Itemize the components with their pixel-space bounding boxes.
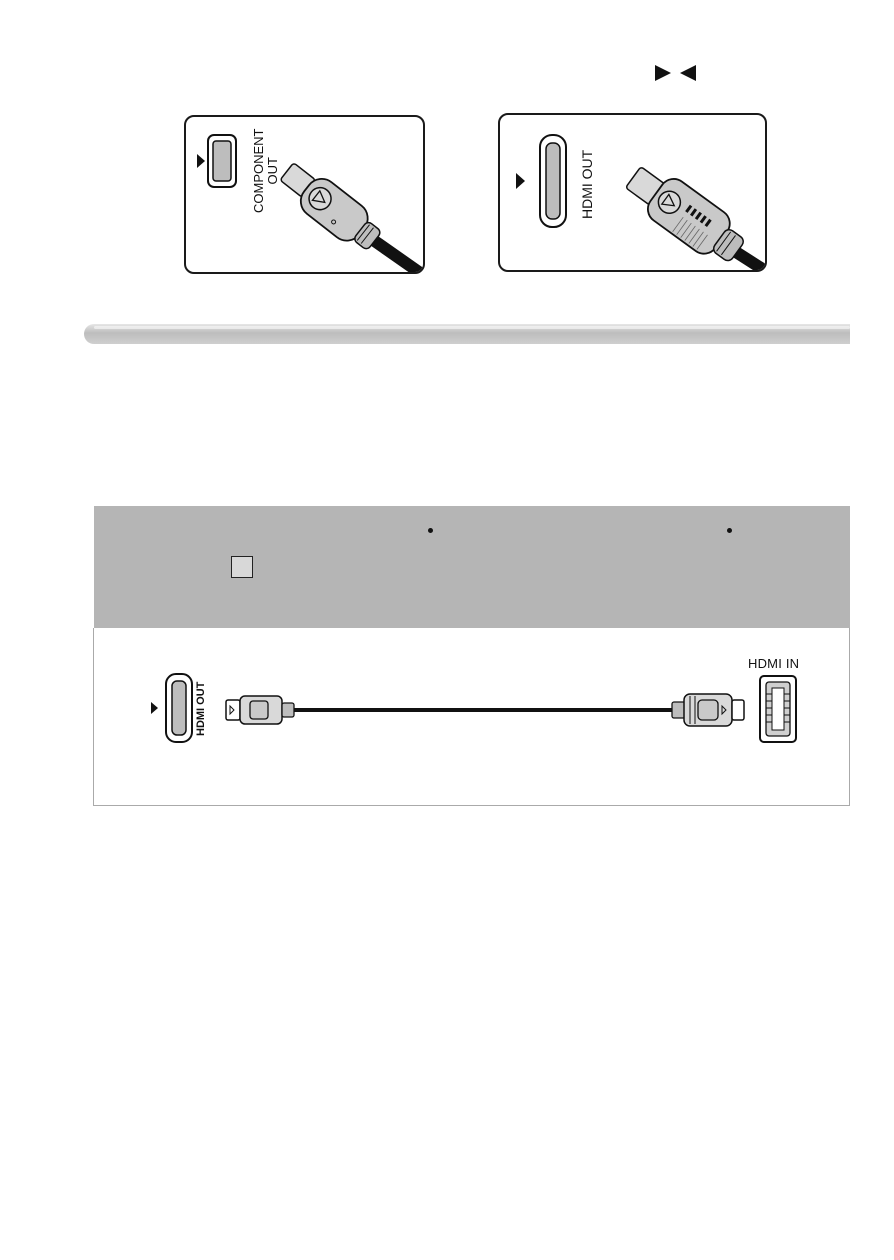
component-out-illustration	[184, 115, 425, 274]
camcorder-hdmi-out-label: HDMI OUT	[195, 681, 207, 736]
component-out-label: COMPONENT OUT	[251, 128, 280, 213]
section-header-bar	[84, 324, 850, 344]
hdmi-connection-diagram	[93, 628, 850, 806]
hdmi-out-label: HDMI OUT	[579, 149, 595, 219]
checkbox-icon	[231, 556, 253, 578]
bullet-marker	[428, 528, 433, 533]
tv-hdmi-in-label: HDMI IN	[748, 656, 800, 671]
hdmi-out-illustration	[498, 113, 767, 272]
alignment-arrows-icon	[652, 62, 702, 84]
bullet-marker	[727, 528, 732, 533]
note-box	[94, 506, 850, 628]
